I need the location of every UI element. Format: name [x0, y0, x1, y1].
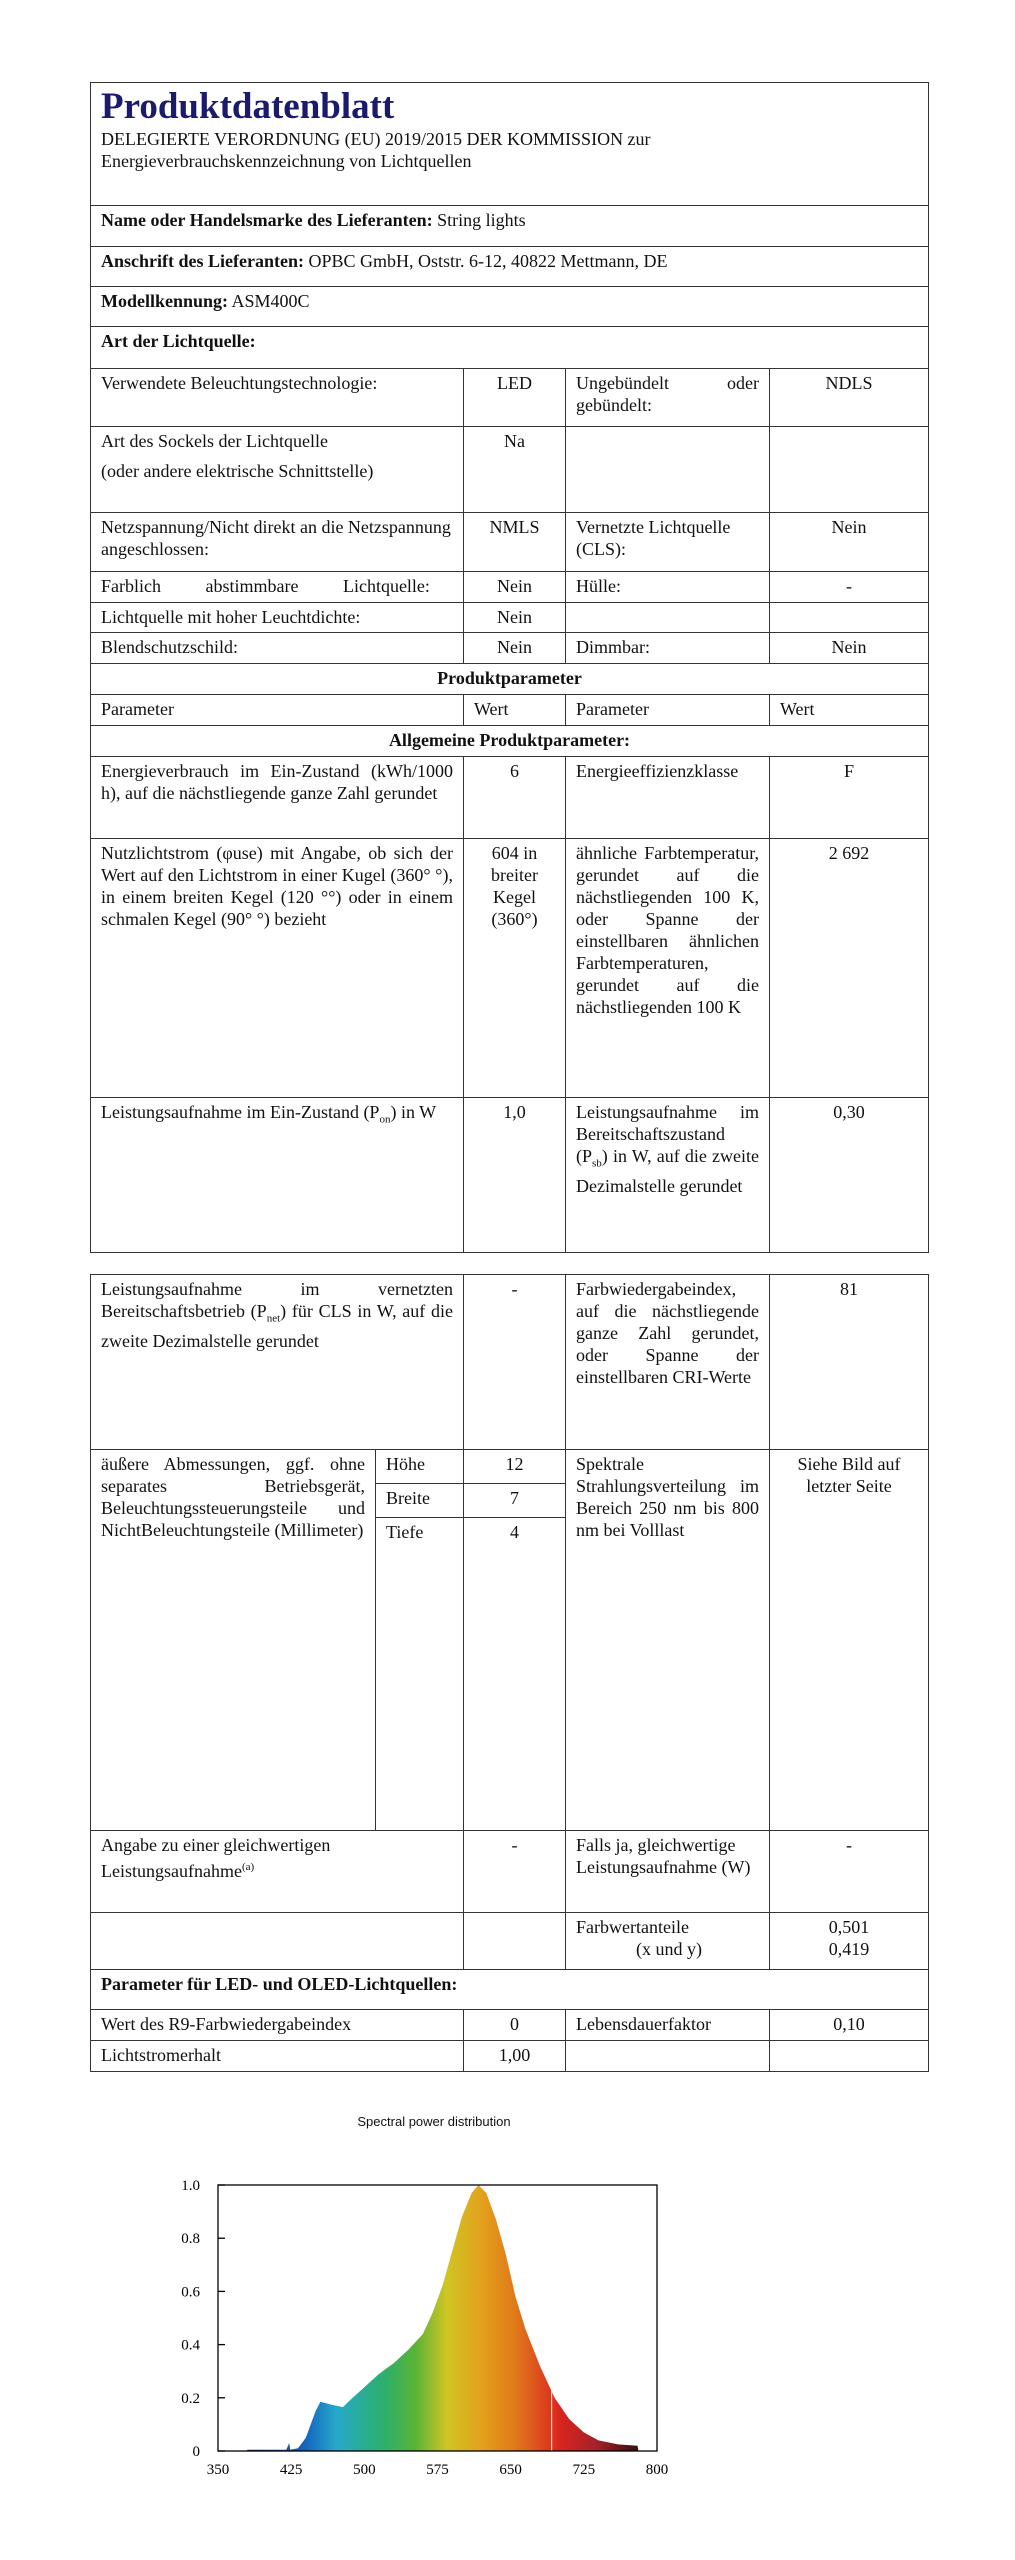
- param: äußere Abmessungen, ggf. ohne separates Betriebsgerät, Beleuchtungssteuerungsteile und NichtBeleuchtungsteile (Millimeter): [91, 1450, 376, 1831]
- table-row: [91, 757, 929, 839]
- x-tick-label: 650: [499, 2462, 522, 2478]
- value: [770, 1913, 929, 1970]
- param: Falls ja, gleichwertige Leistungsaufnahme (W): [566, 1831, 770, 1913]
- param: Nutzlichtstrom (φuse) mit Angabe, ob sich der Wert auf den Lichtstrom in einer Kugel (360° °), in einem breiten Kegel (120 °°) oder in einem schmalen Kegel (90° °) bezieht: [91, 839, 464, 1098]
- x-tick-label: 575: [426, 2462, 449, 2478]
- value: -: [464, 1831, 566, 1913]
- x-tick-label: 500: [353, 2462, 376, 2478]
- supplier-name-row: [91, 206, 929, 247]
- value: 604 in breiter Kegel (360°): [464, 839, 566, 1098]
- depth-label: Tiefe: [376, 1518, 464, 1831]
- column-header-row: [91, 695, 929, 726]
- value: Nein: [464, 633, 566, 664]
- value: 0: [464, 2010, 566, 2041]
- label: Modellkennung:: [101, 291, 229, 311]
- param: Verwendete Beleuchtungstechnologie:: [91, 369, 464, 427]
- table-row: [91, 369, 929, 427]
- value: -: [770, 572, 929, 603]
- text: ) für CLS in W, auf die zweite Dezimalstelle gerundet: [101, 1301, 454, 1351]
- value: Siehe Bild auf letzter Seite: [770, 1450, 929, 1831]
- text: ) in W: [390, 1102, 437, 1122]
- x-tick-label: 800: [645, 2462, 669, 2478]
- text: Farbwertanteile: [576, 1917, 689, 1937]
- param: Lichtquelle mit hoher Leuchtdichte:: [91, 603, 464, 633]
- value: -: [770, 1831, 929, 1913]
- value: String lights: [432, 210, 526, 230]
- param: Farblich abstimmbare Lichtquelle:: [91, 572, 464, 603]
- param-line: Art des Sockels der Lichtquelle: [101, 431, 328, 451]
- width-value: 7: [464, 1484, 566, 1518]
- x-tick-label: 725: [572, 2462, 596, 2478]
- value: Nein: [770, 513, 929, 572]
- value: OPBC GmbH, Oststr. 6-12, 40822 Mettmann, DE: [303, 251, 668, 271]
- param: [91, 1831, 464, 1913]
- param: Energieeffizienzklasse: [566, 757, 770, 839]
- value: NMLS: [464, 513, 566, 572]
- param: Vernetzte Lichtquelle (CLS):: [566, 513, 770, 572]
- dimensions-row: [91, 1450, 929, 1484]
- table-row: [91, 633, 929, 664]
- product-params-heading: Produktparameter: [91, 664, 929, 695]
- col-header: Parameter: [566, 695, 770, 726]
- param: Lebensdauerfaktor: [566, 2010, 770, 2041]
- height-value: 12: [464, 1450, 566, 1484]
- param: Netzspannung/Nicht direkt an die Netzspannung angeschlossen:: [91, 513, 464, 572]
- param: Energieverbrauch im Ein-Zustand (kWh/1000 h), auf die nächstliegende ganze Zahl gerundet: [91, 757, 464, 839]
- param-line: (oder andere elektrische Schnittstelle): [101, 461, 374, 481]
- table-row: [91, 839, 929, 1098]
- chroma-x: 0,501: [828, 1917, 870, 1937]
- table-row: [91, 603, 929, 633]
- supplier-address-row: [91, 247, 929, 287]
- text: Leistungsaufnahme im vernetzten Bereitschaftsbetrieb (P: [101, 1279, 454, 1321]
- value: Nein: [770, 633, 929, 664]
- subscript: net: [266, 1312, 281, 1325]
- value: Nein: [464, 603, 566, 633]
- param: Spektrale Strahlungsverteilung im Bereich 250 nm bis 800 nm bei Volllast: [566, 1450, 770, 1831]
- y-tick-label: 0.6: [181, 2284, 200, 2301]
- text: Angabe zu einer gleichwertigen Leistungsaufnahme: [101, 1835, 331, 1881]
- chart-title: Spectral power distribution: [357, 2114, 511, 2129]
- param: [566, 1913, 770, 1970]
- text: Leistungsaufnahme im Ein-Zustand (P: [101, 1102, 380, 1122]
- y-tick-label: 0.8: [181, 2231, 200, 2248]
- table-row: [91, 1275, 929, 1450]
- param: [91, 1098, 464, 1253]
- table-row: [91, 1098, 929, 1253]
- value: 1,00: [464, 2041, 566, 2072]
- label: Anschrift des Lieferanten:: [101, 251, 304, 271]
- subscript: on: [379, 1113, 391, 1126]
- y-tick-label: 0.4: [181, 2337, 200, 2354]
- table-row: [91, 572, 929, 603]
- param: Farbwiedergabeindex, auf die nächstliegende ganze Zahl gerundet, oder Spanne der einstellbaren CRI-Werte: [566, 1275, 770, 1450]
- param: [91, 1275, 464, 1450]
- table-row: [91, 2010, 929, 2041]
- value: [770, 603, 929, 633]
- led-params-heading: Parameter für LED- und OLED-Lichtquellen:: [91, 1970, 929, 2010]
- value: Na: [464, 427, 566, 513]
- label: Name oder Handelsmarke des Lieferanten:: [101, 210, 433, 230]
- general-params-heading: Allgemeine Produktparameter:: [91, 726, 929, 757]
- spectral-power-chart: [150, 2170, 690, 2490]
- param: [91, 427, 464, 513]
- param: Lichtstromerhalt: [91, 2041, 464, 2072]
- value: 81: [770, 1275, 929, 1450]
- table-row: [91, 427, 929, 513]
- table-row: [91, 1913, 929, 1970]
- y-tick-label: 0: [192, 2444, 200, 2460]
- value: 0,10: [770, 2010, 929, 2041]
- light-type-heading: Art der Lichtquelle:: [91, 327, 929, 369]
- subscript: sb: [592, 1157, 602, 1170]
- depth-value: 4: [464, 1518, 566, 1831]
- page-title: Produktdatenblatt: [101, 86, 395, 127]
- x-tick-label: 350: [206, 2462, 230, 2478]
- value: LED: [464, 369, 566, 427]
- col-header: Wert: [464, 695, 566, 726]
- table-row: [91, 513, 929, 572]
- product-datasheet-table-2: [90, 1274, 929, 2072]
- value: ASM400C: [228, 291, 310, 311]
- model-row: [91, 287, 929, 327]
- spectrum-area: [247, 2185, 638, 2451]
- col-header: Wert: [770, 695, 929, 726]
- value: 2 692: [770, 839, 929, 1098]
- param: Wert des R9-Farbwiedergabeindex: [91, 2010, 464, 2041]
- param: Hülle:: [566, 572, 770, 603]
- superscript: (a): [241, 1861, 255, 1873]
- text: ) in W, auf die zweite Dezimalstelle gerundet: [576, 1146, 759, 1196]
- header-cell: [91, 83, 929, 206]
- value: NDLS: [770, 369, 929, 427]
- product-datasheet-table-1: [90, 82, 929, 1253]
- param: [566, 1098, 770, 1253]
- param: ähnliche Farbtemperatur, gerundet auf die nächstliegenden 100 K, oder Spanne der einstellbaren ähnlichen Farbtemperaturen, gerundet auf die nächstliegenden 100 K: [566, 839, 770, 1098]
- height-label: Höhe: [376, 1450, 464, 1484]
- param: [566, 603, 770, 633]
- value: F: [770, 757, 929, 839]
- param: Blendschutzschild:: [91, 633, 464, 664]
- col-header: Parameter: [91, 695, 464, 726]
- param: Ungebündelt oder gebündelt:: [566, 369, 770, 427]
- y-tick-label: 0.2: [181, 2390, 200, 2407]
- regulation-line-1: DELEGIERTE VERORDNUNG (EU) 2019/2015 DER KOMMISSION zur: [101, 129, 651, 149]
- param: Dimmbar:: [566, 633, 770, 664]
- value: [770, 427, 929, 513]
- value: Nein: [464, 572, 566, 603]
- table-row: [91, 1831, 929, 1913]
- chroma-y: 0,419: [828, 1939, 870, 1959]
- regulation-line-2: Energieverbrauchskennzeichnung von Lichtquellen: [101, 151, 472, 171]
- value: 1,0: [464, 1098, 566, 1253]
- text: (x und y): [636, 1939, 703, 1959]
- param: [566, 427, 770, 513]
- width-label: Breite: [376, 1484, 464, 1518]
- table-row: [91, 2041, 929, 2072]
- x-tick-label: 425: [279, 2462, 303, 2478]
- text: Leistungsaufnahme im Bereitschaftszustand (P: [576, 1102, 759, 1166]
- value: 6: [464, 757, 566, 839]
- value: 0,30: [770, 1098, 929, 1253]
- value: -: [464, 1275, 566, 1450]
- y-tick-label: 1.0: [181, 2178, 200, 2194]
